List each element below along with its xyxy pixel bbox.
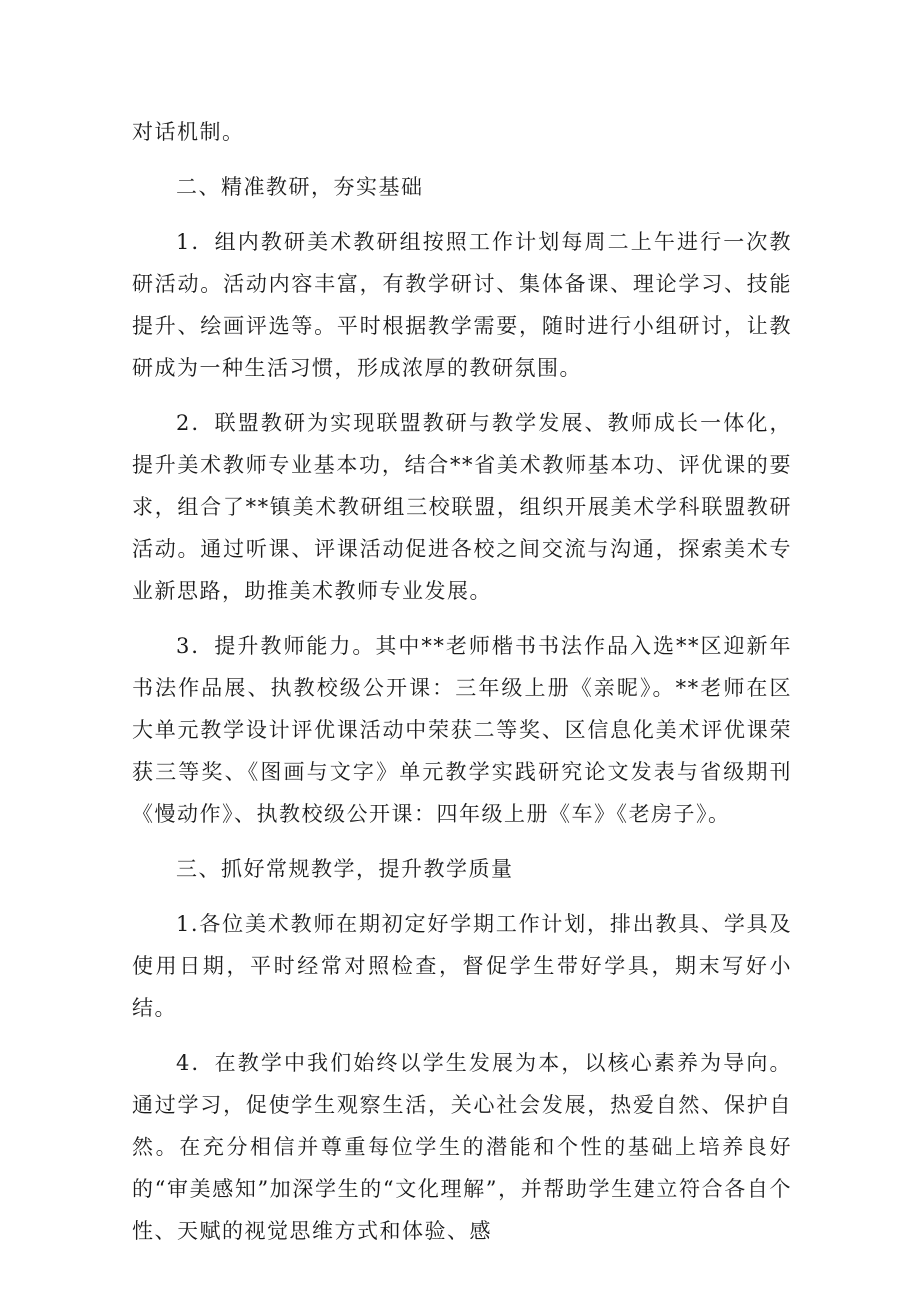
paragraph-work-plan: 1.各位美术教师在期初定好学期工作计划，排出教具、学具及使用日期，平时经常对照检查，督促学生带好学具，期末写好小结。	[132, 912, 792, 1020]
section-heading-2: 二、精准教研，夯实基础	[176, 175, 424, 199]
document-body	[132, 111, 792, 1265]
paragraph-alliance-research: 2．联盟教研为实现联盟教研与教学发展、教师成长一体化，提升美术教师专业基本功，结合**省美术教师基本功、评优课的要求，组合了**镇美术教研组三校联盟，组织开展美术学科联盟教研活动。通过听课、评课活动促进各校之间交流与沟通，探索美术专业新思路，助推美术教师专业发展。	[132, 411, 792, 603]
paragraph-student-development: 4．在教学中我们始终以学生发展为本，以核心素养为导向。通过学习，促使学生观察生活，关心社会发展，热爱自然、保护自然。在充分相信并尊重每位学生的潜能和个性的基础上培养良好的“审美感知”加深学生的“文化理解”，并帮助学生建立符合各自个性、天赋的视觉思维方式和体验、感	[132, 1051, 792, 1243]
paragraph-teacher-ability: 3．提升教师能力。其中**老师楷书书法作品入选**区迎新年书法作品展、执教校级公开课：三年级上册《亲昵》。**老师在区大单元教学设计评优课活动中荣获二等奖、区信息化美术评优课荣获三等奖、《图画与文字》单元教学实践研究论文发表与省级期刊《慢动作》、执教校级公开课：四年级上册《车》《老房子》。	[132, 634, 792, 826]
paragraph-group-research: 1．组内教研美术教研组按照工作计划每周二上午进行一次教研活动。活动内容丰富，有教学研讨、集体备课、理论学习、技能提升、绘画评选等。平时根据教学需要，随时进行小组研讨，让教研成为一种生活习惯，形成浓厚的教研氛围。	[132, 230, 792, 380]
paragraph-continuation: 对话机制。	[132, 120, 245, 144]
section-heading-3: 三、抓好常规教学，提升教学质量	[176, 857, 514, 881]
